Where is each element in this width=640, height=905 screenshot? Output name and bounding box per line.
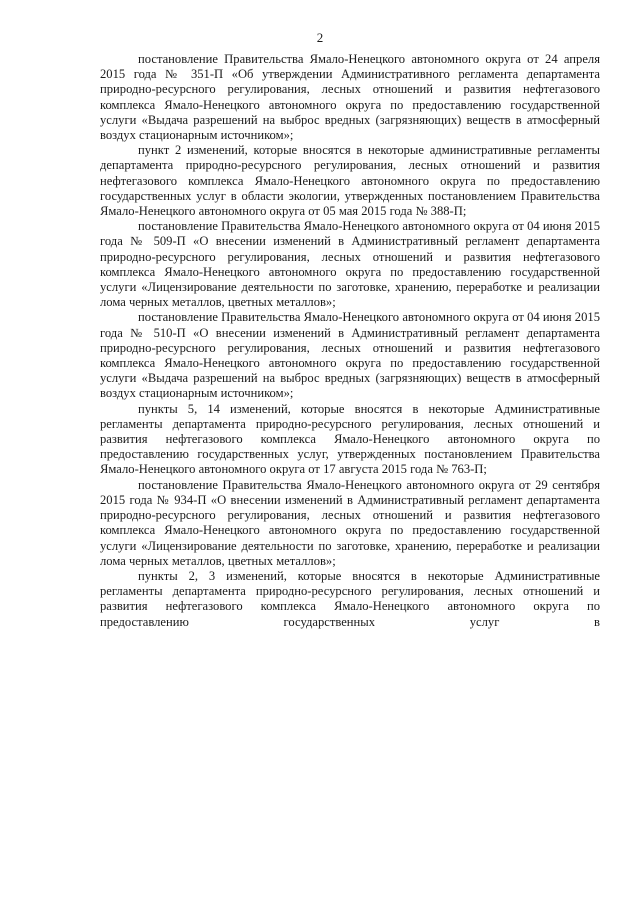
document-body	[100, 52, 600, 630]
paragraph-6: постановление Правительства Ямало-Ненецкого автономного округа от 29 сентября 2015 года № 934-П «О внесении изменений в Административный регламент департамента природно-ресурсного регулирования, лесных отношений и развития нефтегазового комплекса Ямало-Ненецкого автономного округа по предоставлению государственной услуги «Лицензирование деятельности по заготовке, хранению, переработке и реализации лома черных металлов, цветных металлов»;	[100, 477, 600, 568]
paragraph-3: постановление Правительства Ямало-Ненецкого автономного округа от 04 июня 2015 года № 509-П «О внесении изменений в Административный регламент департамента природно-ресурсного регулирования, лесных отношений и развития нефтегазового комплекса Ямало-Ненецкого автономного округа по предоставлению государственной услуги «Лицензирование деятельности по заготовке, хранению, переработке и реализации лома черных металлов, цветных металлов»;	[100, 219, 600, 310]
paragraph-2: пункт 2 изменений, которые вносятся в некоторые административные регламенты департамента природно-ресурсного регулирования, лесных отношений и развития нефтегазового комплекса Ямало-Ненецкого автономного округа по предоставлению государственных услуг в области экологии, утвержденных постановлением Правительства Ямало-Ненецкого автономного округа от 05 мая 2015 года № 388-П;	[100, 143, 600, 219]
paragraph-1: постановление Правительства Ямало-Ненецкого автономного округа от 24 апреля 2015 года № 351-П «Об утверждении Административного регламента департамента природно-ресурсного регулирования, лесных отношений и развития нефтегазового комплекса Ямало-Ненецкого автономного округа по предоставлению государственной услуги «Выдача разрешений на выброс вредных (загрязняющих) веществ в атмосферный воздух стационарным источником»;	[100, 52, 600, 143]
paragraph-4: постановление Правительства Ямало-Ненецкого автономного округа от 04 июня 2015 года № 510-П «О внесении изменений в Административный регламент департамента природно-ресурсного регулирования, лесных отношений и развития нефтегазового комплекса Ямало-Ненецкого автономного округа по предоставлению государственной услуги «Выдача разрешений на выброс вредных (загрязняющих) веществ в атмосферный воздух стационарным источником»;	[100, 310, 600, 401]
paragraph-5: пункты 5, 14 изменений, которые вносятся в некоторые Административные регламенты департамента природно-ресурсного регулирования, лесных отношений и развития нефтегазового комплекса Ямало-Ненецкого автономного округа по предоставлению государственных услуг, утвержденных постановлением Правительства Ямало-Ненецкого автономного округа от 17 августа 2015 года № 763-П;	[100, 401, 600, 477]
paragraph-7: пункты 2, 3 изменений, которые вносятся в некоторые Административные регламенты департамента природно-ресурсного регулирования, лесных отношений и развития нефтегазового комплекса Ямало-Ненецкого автономного округа по предоставлению государственных услуг в	[100, 568, 600, 629]
page-number: 2	[316, 30, 324, 45]
